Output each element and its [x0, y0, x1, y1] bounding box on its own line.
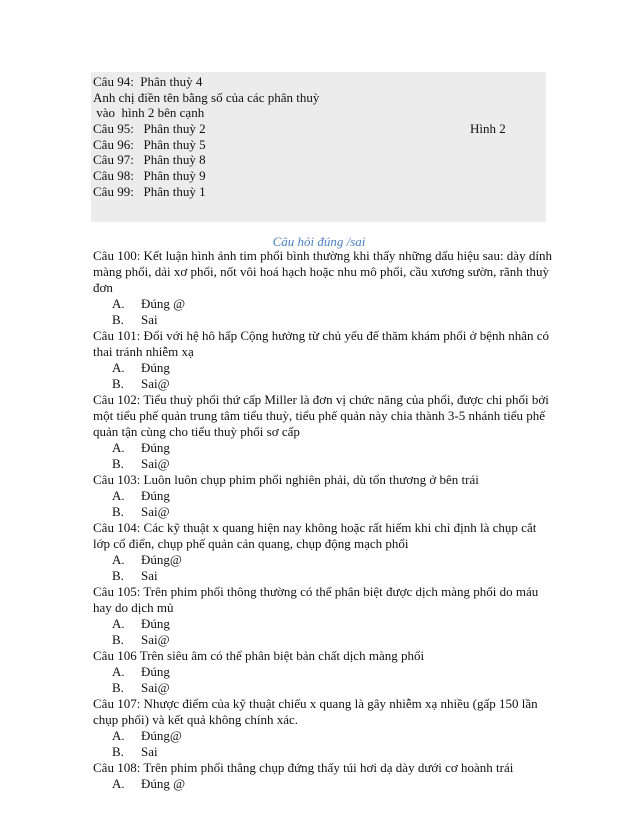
answer-option — [93, 456, 553, 472]
answer-option — [93, 360, 553, 376]
shaded-line: Câu 98: Phân thuỳ 9 — [93, 168, 206, 183]
shaded-line: Câu 94: Phân thuỳ 4 — [93, 74, 203, 89]
answer-text: Sai — [141, 744, 158, 759]
answer-text: Sai@ — [141, 632, 170, 647]
shaded-line: vào hình 2 bên cạnh — [93, 105, 205, 120]
answer-letter: A. — [112, 552, 125, 567]
question-text: Câu 107: Nhược điểm của kỹ thuật chiếu x quang là gây nhiễm xạ nhiều (gấp 150 lần chụp phổi) và kết quả không chính xác. — [93, 696, 538, 727]
question-text: Câu 105: Trên phim phổi thông thường có thể phân biệt được dịch màng phổi do máu hay do dịch mủ — [93, 584, 539, 615]
question-text: Câu 101: Đối với hệ hô hấp Cộng hưởng từ chủ yếu để thăm khám phổi ở bệnh nhân có thai tránh nhiễm xạ — [93, 328, 550, 359]
shaded-line: Anh chị điền tên bằng số của các phân thuỳ — [93, 90, 320, 105]
answer-option — [93, 568, 553, 584]
answer-letter: B. — [112, 376, 124, 391]
answer-text: Sai — [141, 312, 158, 327]
answer-text: Đúng — [141, 488, 170, 503]
answer-text: Đúng@ — [141, 728, 182, 743]
answer-letter: B. — [112, 568, 124, 583]
answer-option — [93, 664, 553, 680]
answer-option — [93, 680, 553, 696]
answer-letter: A. — [112, 440, 125, 455]
answer-letter: B. — [112, 632, 124, 647]
answer-text: Đúng @ — [141, 296, 186, 311]
question-text: Câu 106 Trên siêu âm có thể phân biệt bản chất dịch màng phổi — [93, 648, 425, 663]
shaded-line: Câu 97: Phân thuỳ 8 — [93, 152, 206, 167]
answer-text: Sai@ — [141, 680, 170, 695]
answer-letter: B. — [112, 680, 124, 695]
answer-letter: A. — [112, 296, 125, 311]
answer-letter: A. — [112, 728, 125, 743]
answer-option — [93, 744, 553, 760]
answer-option — [93, 776, 553, 792]
question-text: Câu 103: Luôn luôn chụp phim phổi nghiên phải, dù tổn thương ở bên trái — [93, 472, 479, 487]
answer-letter: B. — [112, 504, 124, 519]
answer-text: Đúng@ — [141, 552, 182, 567]
answer-letter: B. — [112, 312, 124, 327]
answer-option — [93, 440, 553, 456]
shaded-line: Câu 99: Phân thuỳ 1 — [93, 184, 206, 199]
answer-letter: A. — [112, 488, 125, 503]
question-list — [93, 248, 553, 792]
answer-option — [93, 488, 553, 504]
answer-text: Đúng — [141, 664, 170, 679]
answer-option — [93, 728, 553, 744]
answer-text: Đúng @ — [141, 776, 186, 791]
answer-option — [93, 376, 553, 392]
question-text: Câu 108: Trên phim phổi thẳng chụp đứng thấy túi hơi dạ dày dưới cơ hoành trái — [93, 760, 514, 775]
answer-text: Đúng — [141, 360, 170, 375]
section-title: Câu hỏi đúng /sai — [272, 234, 366, 249]
answer-text: Đúng — [141, 440, 170, 455]
answer-letter: B. — [112, 744, 124, 759]
shaded-line: Câu 96: Phân thuỳ 5 — [93, 137, 206, 152]
question-text: Câu 100: Kết luận hình ảnh tim phổi bình thường khi thấy những dấu hiệu sau: dày dính màng phổi, dải xơ phổi, nốt vôi hoá hạch hoặc nhu mô phổi, cầu xương sườn, rãnh thuỳ đơn — [93, 248, 552, 295]
shaded-line: Câu 95: Phân thuỳ 2 — [93, 121, 206, 136]
answer-letter: B. — [112, 456, 124, 471]
answer-text: Sai — [141, 568, 158, 583]
answer-option — [93, 504, 553, 520]
answer-letter: A. — [112, 360, 125, 375]
answer-letter: A. — [112, 664, 125, 679]
answer-text: Sai@ — [141, 456, 170, 471]
figure-label: Hình 2 — [470, 121, 506, 136]
answer-letter: A. — [112, 616, 125, 631]
answer-option — [93, 552, 553, 568]
answer-option — [93, 616, 553, 632]
answer-text: Sai@ — [141, 504, 170, 519]
answer-option — [93, 312, 553, 328]
answer-option — [93, 296, 553, 312]
answer-text: Sai@ — [141, 376, 170, 391]
question-text: Câu 102: Tiểu thuỳ phổi thứ cấp Miller là đơn vị chức năng của phổi, được chi phối bởi một tiểu phế quản trung tâm tiểu thuỳ, tiểu phế quản này chia thành 3-5 nhánh tiểu phế quản tận cùng cho tiểu thuỳ phổi sơ cấp — [93, 392, 549, 439]
answer-option — [93, 632, 553, 648]
answer-text: Đúng — [141, 616, 170, 631]
answer-letter: A. — [112, 776, 125, 791]
question-text: Câu 104: Các kỹ thuật x quang hiện nay không hoặc rất hiếm khi chỉ định là chụp cắt lớp cổ điển, chụp phế quản cản quang, chụp động mạch phổi — [93, 520, 537, 551]
